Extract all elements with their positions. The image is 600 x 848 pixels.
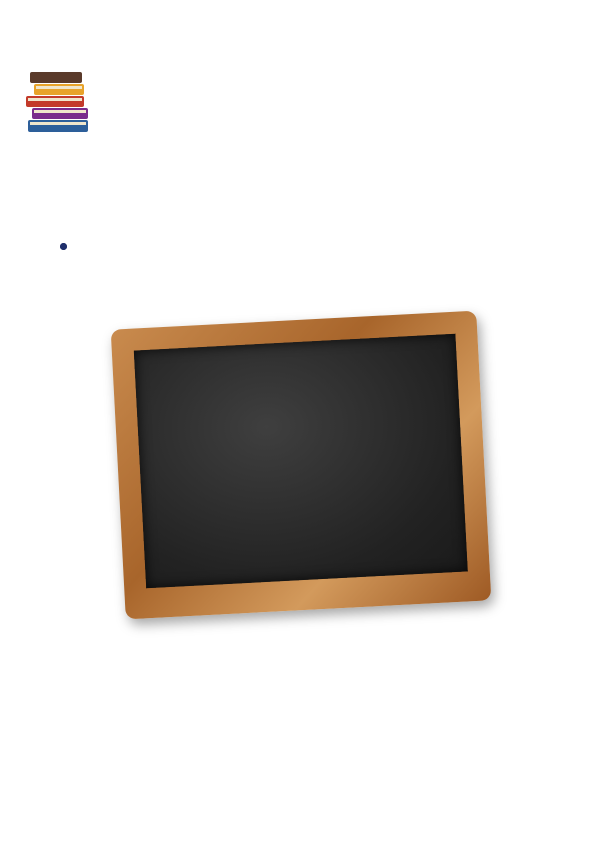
books-icon (22, 64, 102, 144)
meeting-date (135, 348, 457, 365)
top-pencils-decoration (0, 0, 600, 62)
website-link[interactable] (126, 596, 491, 615)
chalkboard-surface (134, 334, 468, 589)
meeting-place (135, 348, 457, 365)
gpe-logo (22, 64, 152, 144)
meeting-title (135, 348, 457, 365)
bottom-pencils-decoration (0, 708, 600, 848)
chalkboard-slate (111, 311, 492, 620)
meeting-time-place (135, 348, 457, 365)
meeting-school-name (135, 348, 457, 365)
